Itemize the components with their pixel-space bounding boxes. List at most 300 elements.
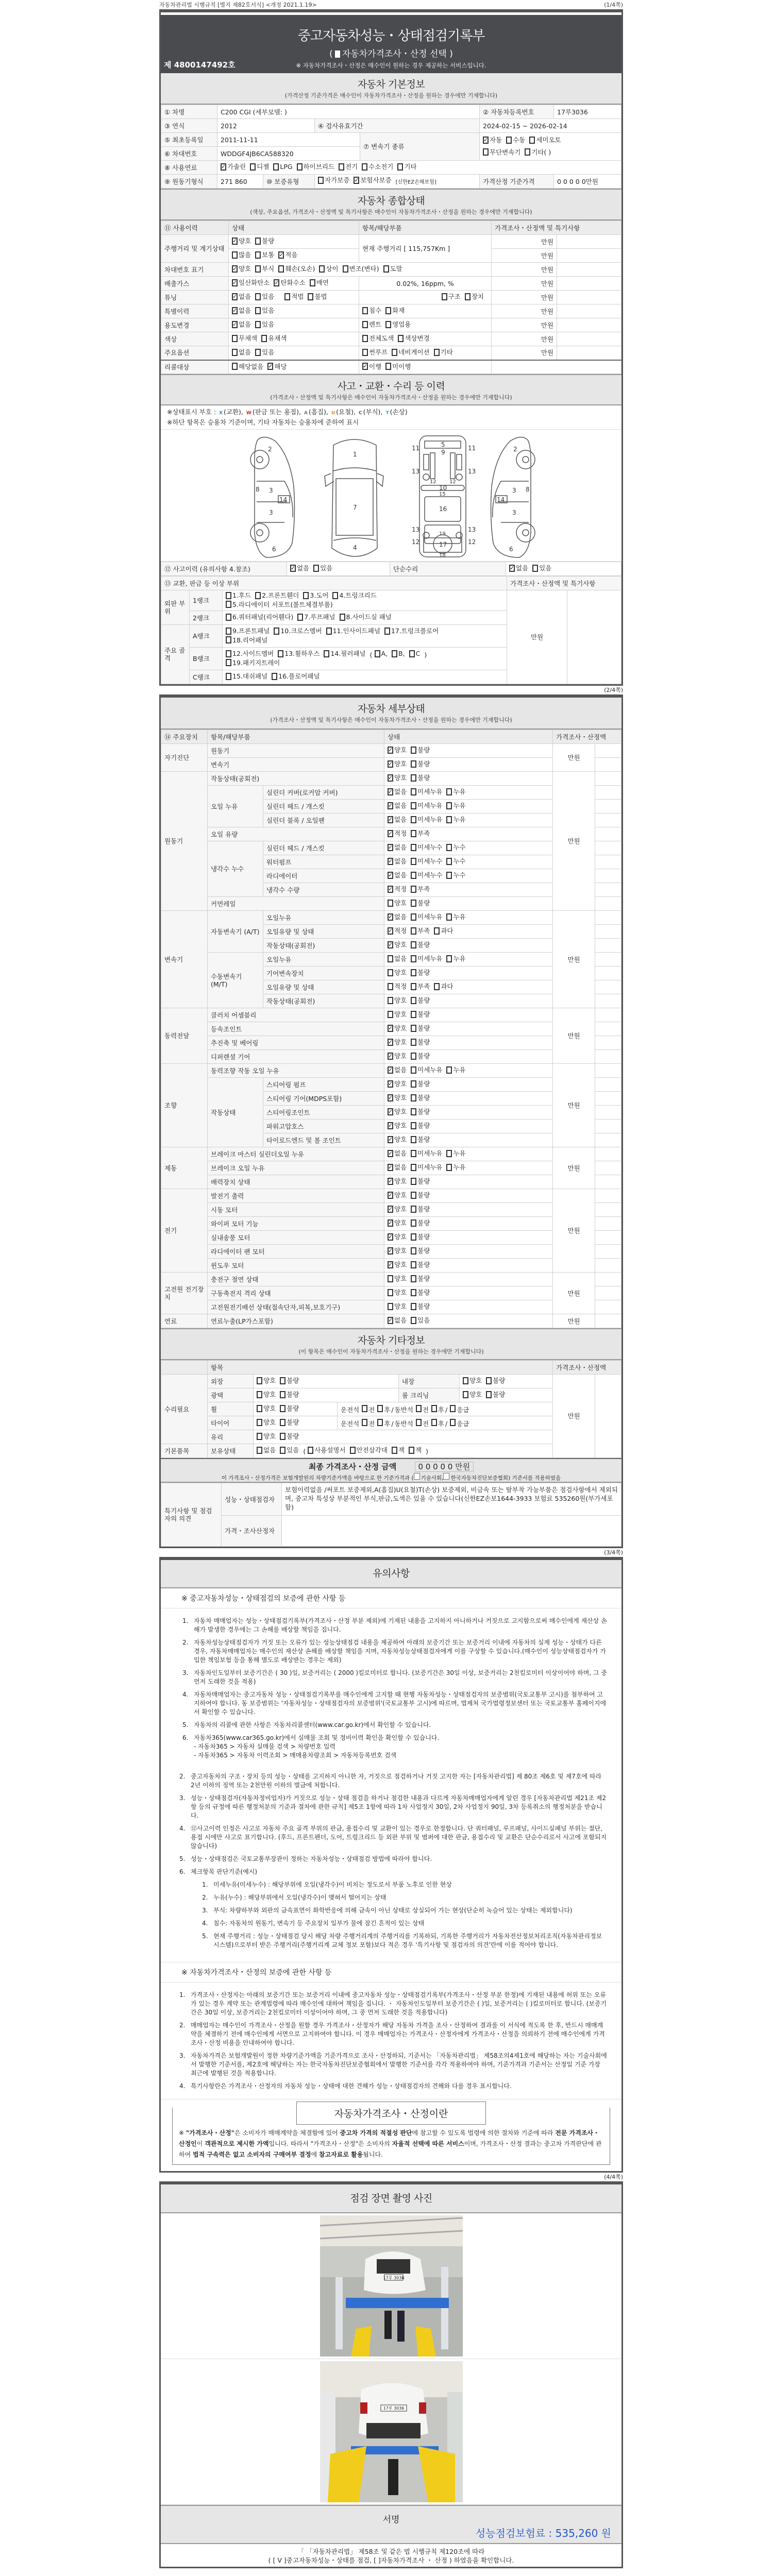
checkbox-option[interactable]	[388, 829, 407, 837]
checkbox-option[interactable]	[255, 307, 274, 314]
checkbox-icon[interactable]	[411, 1261, 416, 1268]
checkbox-option[interactable]	[297, 163, 334, 171]
checkbox-option[interactable]	[411, 913, 442, 921]
checkbox-option[interactable]	[392, 1446, 405, 1454]
checkbox-icon[interactable]	[411, 1289, 416, 1296]
checkbox-icon[interactable]	[339, 163, 344, 171]
checkbox-option[interactable]	[388, 774, 407, 782]
checkbox-icon[interactable]	[278, 265, 284, 273]
checked-box-icon[interactable]	[388, 1066, 393, 1074]
checked-box-icon[interactable]	[388, 1219, 393, 1227]
checked-box-icon[interactable]	[388, 1039, 393, 1046]
checkbox-option[interactable]	[411, 746, 430, 754]
checkbox-option[interactable]	[411, 1066, 442, 1074]
checkbox-option[interactable]	[278, 265, 315, 273]
checkbox-icon[interactable]	[411, 969, 416, 976]
checkbox-option[interactable]	[232, 320, 251, 328]
checkbox-option[interactable]	[388, 802, 407, 809]
checkbox-icon[interactable]	[506, 137, 512, 144]
checkbox-option[interactable]	[446, 816, 465, 823]
checked-box-icon[interactable]	[388, 1178, 393, 1185]
checkbox-icon[interactable]	[446, 913, 452, 921]
checkbox-option[interactable]	[446, 843, 465, 851]
checkbox-icon[interactable]	[411, 1025, 416, 1032]
checked-box-icon[interactable]	[274, 279, 279, 286]
checkbox-icon[interactable]	[308, 1447, 313, 1454]
checkbox-option[interactable]	[278, 650, 320, 657]
checkbox-option[interactable]	[313, 564, 332, 572]
checkbox-icon[interactable]	[416, 1419, 422, 1426]
checkbox-icon[interactable]	[411, 955, 416, 962]
checkbox-option[interactable]	[255, 591, 299, 599]
checkbox-option[interactable]	[257, 1418, 276, 1426]
checkbox-option[interactable]	[280, 1418, 299, 1426]
checkbox-icon[interactable]	[411, 1233, 416, 1241]
checkbox-option[interactable]	[411, 1122, 430, 1129]
checkbox-icon[interactable]	[255, 238, 261, 245]
checkbox-option[interactable]	[232, 293, 251, 300]
checked-box-icon[interactable]	[388, 858, 393, 865]
checkbox-icon[interactable]	[411, 1178, 416, 1185]
checkbox-icon[interactable]	[411, 1150, 416, 1157]
checkbox-icon[interactable]	[255, 349, 261, 356]
checkbox-icon[interactable]	[525, 148, 530, 156]
checkbox-option[interactable]	[411, 1316, 430, 1324]
checkbox-icon[interactable]	[446, 1150, 452, 1157]
checkbox-icon[interactable]	[318, 177, 324, 184]
checkbox-icon[interactable]	[442, 293, 447, 300]
checkbox-option[interactable]	[388, 843, 407, 851]
checkbox-option[interactable]	[310, 279, 329, 286]
checkbox-option[interactable]	[226, 591, 251, 599]
checkbox-option[interactable]	[411, 1136, 430, 1143]
checkbox-option[interactable]	[232, 237, 251, 245]
checkbox-icon[interactable]	[411, 760, 416, 768]
checkbox-option[interactable]	[411, 1302, 430, 1310]
checkbox-option[interactable]	[388, 913, 407, 921]
checked-box-icon[interactable]	[388, 788, 393, 795]
checkbox-icon[interactable]	[388, 1275, 393, 1282]
checkbox-option[interactable]	[388, 1080, 407, 1088]
checkbox-option[interactable]	[411, 1261, 430, 1268]
checkbox-option[interactable]	[319, 265, 338, 273]
checkbox-option[interactable]	[411, 1052, 430, 1060]
checkbox-option[interactable]	[255, 265, 274, 273]
checkbox-option[interactable]	[388, 1024, 407, 1032]
checked-box-icon[interactable]	[388, 1317, 393, 1324]
checkbox-option[interactable]	[324, 650, 365, 657]
checkbox-option[interactable]	[388, 996, 407, 1004]
checkbox-icon[interactable]	[255, 265, 261, 273]
checkbox-icon[interactable]	[257, 1391, 262, 1398]
checkbox-icon[interactable]	[255, 251, 261, 259]
checkbox-icon[interactable]	[385, 307, 391, 314]
checkbox-icon[interactable]	[385, 363, 391, 370]
checkbox-icon[interactable]	[226, 601, 231, 608]
checkbox-option[interactable]	[483, 148, 520, 156]
checkbox-icon[interactable]	[362, 321, 368, 328]
checkbox-option[interactable]	[274, 279, 305, 286]
checkbox-icon[interactable]	[411, 1108, 416, 1115]
checkbox-option[interactable]	[411, 1094, 430, 1101]
checkbox-icon[interactable]	[416, 1405, 422, 1412]
checkbox-option[interactable]	[385, 320, 411, 328]
checkbox-option[interactable]	[272, 672, 320, 680]
checkbox-icon[interactable]	[483, 148, 489, 156]
checkbox-option[interactable]	[388, 955, 407, 962]
checkbox-option[interactable]	[273, 163, 292, 171]
checkbox-option[interactable]	[411, 982, 430, 990]
checkbox-icon[interactable]	[340, 614, 345, 621]
checkbox-icon[interactable]	[411, 997, 416, 1004]
checkbox-option[interactable]	[434, 982, 453, 990]
checkbox-icon[interactable]	[284, 293, 290, 300]
checked-box-icon[interactable]	[290, 565, 296, 572]
checkbox-option[interactable]	[255, 251, 274, 259]
checkbox-option[interactable]	[411, 774, 430, 782]
checkbox-icon[interactable]	[411, 1206, 416, 1213]
checkbox-option[interactable]	[226, 627, 270, 635]
checkbox-icon[interactable]	[411, 927, 416, 935]
checkbox-icon[interactable]	[532, 565, 538, 572]
checked-box-icon[interactable]	[232, 307, 238, 314]
checked-box-icon[interactable]	[388, 1094, 393, 1101]
checkbox-icon[interactable]	[450, 1405, 456, 1412]
checkbox-icon[interactable]	[411, 886, 416, 893]
checkbox-icon[interactable]	[411, 913, 416, 921]
checkbox-option[interactable]	[388, 1066, 407, 1074]
checked-box-icon[interactable]	[388, 1261, 393, 1268]
checkbox-option[interactable]	[525, 148, 551, 156]
checked-box-icon[interactable]	[388, 941, 393, 948]
checkbox-icon[interactable]	[529, 137, 535, 144]
checkbox-option[interactable]	[326, 627, 380, 635]
checkbox-option[interactable]	[446, 1149, 465, 1157]
checked-box-icon[interactable]	[388, 1053, 393, 1060]
checkbox-icon[interactable]	[446, 955, 452, 962]
checked-box-icon[interactable]	[267, 363, 273, 370]
checkbox-icon[interactable]	[446, 844, 452, 851]
checkbox-icon[interactable]	[226, 636, 231, 643]
inspection-photo-rear[interactable]	[161, 2359, 621, 2505]
checkbox-option[interactable]	[411, 1275, 430, 1282]
price-option-checkbox[interactable]	[335, 50, 340, 58]
checkbox-option[interactable]	[434, 348, 453, 356]
checkbox-option[interactable]	[232, 348, 251, 356]
checkbox-option[interactable]	[411, 1108, 430, 1115]
checkbox-icon[interactable]	[388, 1289, 393, 1296]
checked-box-icon[interactable]	[388, 1080, 393, 1088]
checkbox-option[interactable]	[388, 899, 407, 907]
checkbox-option[interactable]	[297, 613, 335, 621]
checkbox-option[interactable]	[397, 163, 416, 171]
checked-box-icon[interactable]	[388, 1108, 393, 1115]
checkbox-icon[interactable]	[388, 997, 393, 1004]
checkbox-icon[interactable]	[280, 1405, 285, 1412]
checkbox-option[interactable]	[257, 1391, 276, 1398]
checkbox-option[interactable]	[375, 650, 388, 657]
checked-box-icon[interactable]	[278, 251, 284, 259]
checked-box-icon[interactable]	[388, 816, 393, 823]
checkbox-option[interactable]	[411, 857, 442, 865]
checked-box-icon[interactable]	[388, 1136, 393, 1143]
checkbox-option[interactable]	[411, 941, 430, 948]
checked-box-icon[interactable]	[388, 1164, 393, 1171]
checkbox-icon[interactable]	[303, 592, 309, 599]
checked-box-icon[interactable]	[483, 137, 489, 144]
checkbox-option[interactable]	[446, 913, 465, 921]
checkbox-option[interactable]	[388, 1177, 407, 1185]
checkbox-icon[interactable]	[411, 788, 416, 795]
checkbox-icon[interactable]	[324, 650, 329, 657]
checkbox-option[interactable]	[465, 293, 484, 300]
checkbox-option[interactable]	[362, 363, 381, 370]
checkbox-icon[interactable]	[411, 1275, 416, 1282]
checkbox-option[interactable]	[385, 363, 411, 370]
checkbox-option[interactable]	[442, 293, 461, 300]
checkbox-option[interactable]	[446, 1163, 465, 1171]
checkbox-option[interactable]	[398, 334, 429, 342]
checked-box-icon[interactable]	[388, 1206, 393, 1213]
checked-box-icon[interactable]	[221, 163, 226, 171]
checkbox-option[interactable]	[411, 1233, 430, 1241]
checkbox-option[interactable]	[392, 348, 429, 356]
checkbox-option[interactable]	[486, 1391, 505, 1398]
checkbox-icon[interactable]	[411, 1039, 416, 1046]
checkbox-icon[interactable]	[332, 592, 338, 599]
checkbox-option[interactable]	[388, 1149, 407, 1157]
checkbox-option[interactable]	[411, 969, 430, 976]
checkbox-icon[interactable]	[257, 1419, 262, 1426]
checkbox-icon[interactable]	[411, 830, 416, 837]
checkbox-icon[interactable]	[411, 1136, 416, 1143]
checkbox-option[interactable]	[232, 307, 251, 314]
checkbox-option[interactable]	[308, 293, 327, 300]
checked-box-icon[interactable]	[388, 830, 393, 837]
checkbox-icon[interactable]	[319, 265, 325, 273]
inspection-photo-front[interactable]	[161, 2213, 621, 2359]
checkbox-icon[interactable]	[280, 1447, 285, 1454]
checkbox-option[interactable]	[340, 613, 392, 621]
checkbox-option[interactable]	[463, 1377, 482, 1384]
checkbox-option[interactable]	[446, 871, 465, 879]
checkbox-option[interactable]	[303, 591, 328, 599]
checkbox-icon[interactable]	[463, 1391, 468, 1398]
checkbox-icon[interactable]	[255, 592, 261, 599]
checkbox-icon[interactable]	[226, 673, 231, 680]
checkbox-option[interactable]	[411, 760, 430, 768]
checkbox-option[interactable]	[486, 1377, 505, 1384]
checkbox-icon[interactable]	[313, 565, 319, 572]
checkbox-option[interactable]	[308, 1446, 345, 1454]
checkbox-icon[interactable]	[257, 1377, 262, 1384]
checkbox-option[interactable]	[284, 293, 304, 300]
checkbox-option[interactable]	[255, 320, 274, 328]
checkbox-option[interactable]	[257, 1404, 276, 1412]
checkbox-option[interactable]	[232, 251, 251, 259]
checkbox-icon[interactable]	[411, 1317, 416, 1324]
checkbox-option[interactable]	[411, 816, 442, 823]
checkbox-option[interactable]	[411, 1024, 430, 1032]
checkbox-icon[interactable]	[384, 628, 390, 635]
checkbox-option[interactable]	[411, 1205, 430, 1213]
checked-box-icon[interactable]	[232, 321, 238, 328]
checkbox-icon[interactable]	[308, 293, 313, 300]
checkbox-icon[interactable]	[443, 1473, 449, 1480]
checkbox-option[interactable]	[411, 1163, 442, 1171]
checkbox-option[interactable]	[411, 1191, 430, 1199]
checkbox-option[interactable]	[362, 334, 394, 342]
checkbox-option[interactable]	[509, 564, 528, 572]
checkbox-icon[interactable]	[397, 163, 403, 171]
checkbox-option[interactable]	[483, 136, 502, 144]
checkbox-option[interactable]	[343, 265, 379, 273]
checkbox-option[interactable]	[411, 927, 430, 935]
checkbox-icon[interactable]	[463, 1377, 468, 1384]
checkbox-option[interactable]	[388, 1316, 407, 1324]
checkbox-option[interactable]	[409, 650, 421, 657]
checkbox-option[interactable]	[318, 176, 349, 184]
checkbox-icon[interactable]	[411, 872, 416, 879]
checkbox-option[interactable]	[226, 613, 293, 621]
checkbox-icon[interactable]	[388, 955, 393, 962]
checkbox-icon[interactable]	[431, 1405, 437, 1412]
checkbox-option[interactable]	[388, 1289, 407, 1296]
checkbox-option[interactable]	[388, 857, 407, 865]
checkbox-icon[interactable]	[280, 1391, 285, 1398]
checkbox-icon[interactable]	[362, 1405, 367, 1412]
checkbox-option[interactable]	[362, 320, 381, 328]
checkbox-icon[interactable]	[383, 265, 389, 273]
checkbox-icon[interactable]	[388, 1303, 393, 1310]
checkbox-icon[interactable]	[272, 673, 277, 680]
checked-box-icon[interactable]	[388, 913, 393, 921]
checkbox-option[interactable]	[446, 802, 465, 809]
checkbox-option[interactable]	[226, 659, 280, 667]
checkbox-option[interactable]	[280, 1404, 299, 1412]
checkbox-option[interactable]	[411, 1010, 430, 1018]
checkbox-option[interactable]	[388, 941, 407, 948]
checkbox-icon[interactable]	[411, 1053, 416, 1060]
checkbox-icon[interactable]	[392, 349, 397, 356]
checkbox-icon[interactable]	[411, 1011, 416, 1018]
checkbox-option[interactable]	[257, 1432, 276, 1440]
checkbox-option[interactable]	[384, 627, 439, 635]
checkbox-option[interactable]	[350, 1446, 388, 1454]
checkbox-icon[interactable]	[362, 335, 368, 342]
checkbox-option[interactable]	[388, 885, 407, 893]
checked-box-icon[interactable]	[388, 1233, 393, 1241]
checked-box-icon[interactable]	[509, 565, 515, 572]
checkbox-option[interactable]	[411, 1219, 430, 1227]
checkbox-icon[interactable]	[411, 1192, 416, 1199]
checkbox-option[interactable]	[232, 334, 257, 342]
checkbox-icon[interactable]	[431, 1419, 437, 1426]
checkbox-icon[interactable]	[411, 900, 416, 907]
checkbox-option[interactable]	[446, 955, 465, 962]
checkbox-option[interactable]	[388, 871, 407, 879]
checked-box-icon[interactable]	[354, 177, 359, 184]
checkbox-option[interactable]	[383, 265, 402, 273]
checkbox-icon[interactable]	[280, 1419, 285, 1426]
checkbox-icon[interactable]	[434, 927, 440, 935]
checkbox-option[interactable]	[261, 334, 287, 342]
checkbox-icon[interactable]	[411, 1094, 416, 1101]
checkbox-option[interactable]	[446, 1066, 465, 1074]
checkbox-icon[interactable]	[350, 1447, 356, 1454]
checkbox-icon[interactable]	[411, 1164, 416, 1171]
checkbox-icon[interactable]	[411, 747, 416, 754]
checkbox-option[interactable]	[388, 1094, 407, 1101]
checkbox-option[interactable]	[280, 1432, 299, 1440]
checkbox-option[interactable]	[278, 251, 297, 259]
checkbox-icon[interactable]	[411, 1303, 416, 1310]
checkbox-option[interactable]	[411, 788, 442, 795]
checked-box-icon[interactable]	[388, 1247, 393, 1255]
checkbox-option[interactable]	[232, 265, 251, 273]
checkbox-icon[interactable]	[388, 1011, 393, 1018]
checkbox-icon[interactable]	[446, 858, 452, 865]
checkbox-icon[interactable]	[226, 592, 231, 599]
checkbox-icon[interactable]	[257, 1447, 262, 1454]
checkbox-icon[interactable]	[465, 293, 470, 300]
checkbox-option[interactable]	[411, 829, 430, 837]
checkbox-icon[interactable]	[326, 628, 332, 635]
checkbox-option[interactable]	[388, 788, 407, 795]
checkbox-icon[interactable]	[392, 650, 397, 657]
checkbox-icon[interactable]	[261, 335, 267, 342]
checked-box-icon[interactable]	[388, 1122, 393, 1129]
checkbox-option[interactable]	[411, 899, 430, 907]
checkbox-icon[interactable]	[232, 349, 238, 356]
checkbox-icon[interactable]	[257, 1405, 262, 1412]
checkbox-icon[interactable]	[409, 1447, 414, 1454]
checkbox-option[interactable]	[411, 1247, 430, 1255]
checkbox-icon[interactable]	[278, 650, 283, 657]
checkbox-option[interactable]	[411, 871, 442, 879]
checked-box-icon[interactable]	[388, 760, 393, 768]
checkbox-option[interactable]	[388, 1302, 407, 1310]
checkbox-icon[interactable]	[255, 293, 261, 300]
checkbox-option[interactable]	[388, 1038, 407, 1046]
checkbox-option[interactable]	[411, 1038, 430, 1046]
checked-box-icon[interactable]	[362, 363, 368, 370]
checkbox-icon[interactable]	[250, 163, 256, 171]
checkbox-icon[interactable]	[446, 1066, 452, 1074]
checkbox-icon[interactable]	[362, 349, 368, 356]
checked-box-icon[interactable]	[388, 1025, 393, 1032]
checkbox-option[interactable]	[339, 163, 358, 171]
checkbox-option[interactable]	[529, 136, 561, 144]
checkbox-option[interactable]	[385, 307, 405, 314]
checkbox-icon[interactable]	[409, 650, 415, 657]
checkbox-option[interactable]	[392, 650, 405, 657]
checkbox-icon[interactable]	[411, 1247, 416, 1255]
checkbox-icon[interactable]	[274, 628, 279, 635]
checkbox-option[interactable]	[446, 857, 465, 865]
checkbox-icon[interactable]	[486, 1391, 492, 1398]
checkbox-icon[interactable]	[310, 279, 315, 286]
checkbox-icon[interactable]	[226, 628, 231, 635]
checkbox-option[interactable]	[221, 163, 246, 171]
checkbox-icon[interactable]	[411, 774, 416, 782]
checkbox-option[interactable]	[388, 1052, 407, 1060]
checkbox-option[interactable]	[388, 1122, 407, 1129]
checkbox-option[interactable]	[506, 136, 525, 144]
checkbox-icon[interactable]	[414, 1473, 420, 1480]
checkbox-icon[interactable]	[280, 1433, 285, 1440]
checkbox-icon[interactable]	[232, 251, 238, 259]
